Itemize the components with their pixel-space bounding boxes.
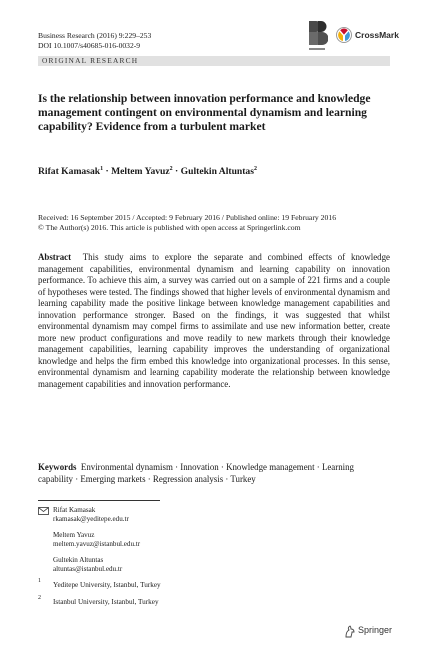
affiliation-marker: 1: [100, 166, 104, 172]
contact-name: Rifat Kamasak: [53, 506, 96, 514]
publication-dates: [38, 213, 336, 233]
section-label: ORIGINAL RESEARCH: [42, 56, 139, 65]
footnote-divider: [38, 500, 160, 501]
envelope-icon: [38, 507, 49, 515]
keywords-label: Keywords: [38, 462, 77, 472]
contact-name: Gultekin Altuntas: [53, 556, 104, 565]
contact-email[interactable]: meltem.yavuz@istanbul.edu.tr: [53, 540, 141, 549]
keywords: [38, 462, 390, 485]
received-accepted-published: Received: 16 September 2015 / Accepted: 9 February 2016 / Published online: 19 February 2016: [38, 213, 337, 222]
author-separator: ·: [175, 166, 179, 178]
contact-name: Meltem Yavuz: [53, 531, 95, 540]
author-name[interactable]: Rifat Kamasak: [38, 166, 101, 178]
author-name[interactable]: Gultekin Altuntas: [180, 166, 254, 178]
author-name[interactable]: Meltem Yavuz: [111, 166, 170, 178]
abstract-text: This study aims to explore the separate and combined effects of knowledge management capabilities, environmental dynamism and learning capability on innovation performance. To achieve this aim, a survey was carried out on a sample of 221 firms and a couple of hypotheses were tested. The findings showed that higher levels of environmental dynamism and learning capability made the positive linkage between knowledge management capabilities and innovation performance stronger. Based on the findings, it was suggested that whilst environmental dynamism may compel firms to assimilate and use new information better, create more new product configurations and move readily to new markets through their knowledge management capabilities, learning capability improves the understanding of organizational knowledge and helps the firm embed this knowledge into organizational processes. In this sense, environmental dynamism and learning capability moderate the relationship between knowledge management capabilities and innovation performance.: [38, 252, 390, 390]
doi[interactable]: DOI 10.1007/s40685-016-0032-9: [38, 41, 141, 50]
abstract: [38, 252, 390, 391]
copyright-notice: © The Author(s) 2016. This article is published with open access at Springerlink.com: [38, 223, 301, 232]
affiliation-number: 1: [38, 578, 41, 584]
abstract-label: Abstract: [38, 252, 72, 262]
crossmark-icon[interactable]: [336, 27, 352, 43]
author-separator: ·: [105, 166, 109, 178]
corresponding-authors: [53, 506, 140, 575]
springer-horse-icon: [344, 625, 356, 638]
affiliation-marker: 2: [169, 166, 173, 172]
business-research-logo-icon: [306, 19, 328, 53]
publisher-name: Springer: [358, 625, 393, 635]
article-title: Is the relationship between innovation performance and knowledge management contingent on environmental dynamism and learning capability? Evidence from a turbulent market: [38, 92, 371, 133]
contact-email[interactable]: rkamasak@yeditepe.edu.tr: [53, 515, 129, 524]
affiliation-text: Istanbul University, Istanbul, Turkey: [53, 598, 159, 606]
crossmark-label[interactable]: CrossMark: [355, 30, 399, 40]
contact-email[interactable]: altuntas@istanbul.edu.tr: [53, 565, 123, 574]
keywords-text: Environmental dynamism · Innovation · Knowledge management · Learning capability · Emerging markets · Regression analysis · Turkey: [38, 462, 354, 484]
affiliation-marker: 2: [253, 166, 257, 172]
journal-citation: Business Research (2016) 9:229–253: [38, 31, 152, 40]
affiliation-number: 2: [38, 595, 41, 601]
affiliation-text: Yeditepe University, Istanbul, Turkey: [53, 581, 161, 589]
author-list: [38, 166, 257, 177]
